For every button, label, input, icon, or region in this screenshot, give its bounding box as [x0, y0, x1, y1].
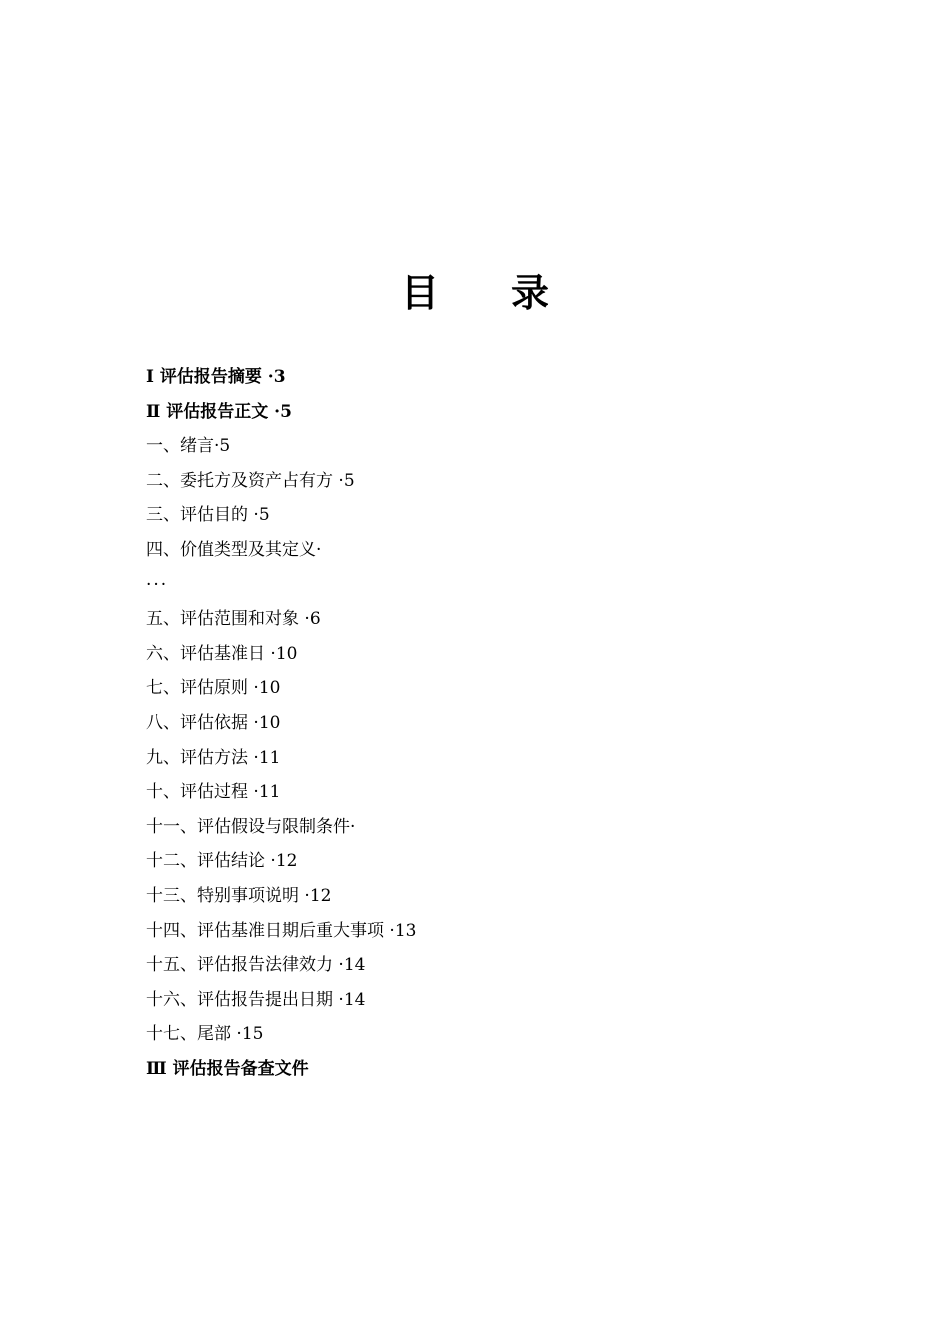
- toc-entry[interactable]: [146, 706, 806, 741]
- toc-entry-title: 一、绪言: [146, 436, 214, 457]
- toc-entry-title: 七、评估原则: [146, 678, 254, 699]
- toc-entry-title: 五、评估范围和对象: [146, 609, 305, 630]
- toc-leader-dots: ·: [338, 955, 344, 976]
- toc-entry-title: Ⅲ 评估报告备查文件: [146, 1058, 309, 1079]
- toc-entry-title: 十二、评估结论: [146, 851, 271, 872]
- toc-leader-dots: ·: [304, 609, 310, 630]
- toc-entry-title: 六、评估基准日: [146, 643, 271, 664]
- toc-leader-dots: ·: [253, 782, 259, 803]
- toc-entry-title: 九、评估方法: [146, 747, 254, 768]
- toc-entry[interactable]: [146, 741, 806, 776]
- toc-entry[interactable]: [146, 1017, 806, 1052]
- toc-leader-dots: ·: [253, 747, 259, 768]
- toc-entry-title: Ⅱ 评估报告正文: [146, 401, 275, 422]
- title-char-2: 录: [511, 270, 550, 315]
- toc-entry[interactable]: [146, 810, 806, 845]
- toc-entry-title: 十五、评估报告法律效力: [146, 955, 339, 976]
- page-title: [0, 262, 950, 317]
- toc-page-number: 11: [258, 747, 281, 768]
- toc-leader-dots: ·: [316, 539, 322, 560]
- toc-entry[interactable]: [146, 879, 806, 914]
- table-of-contents: [146, 360, 806, 1086]
- toc-leader-dots: ·: [270, 643, 276, 664]
- toc-entry-title: 二、委托方及资产占有方: [146, 470, 339, 491]
- toc-entry[interactable]: [146, 498, 806, 533]
- toc-leader-dots: ·: [214, 436, 220, 457]
- toc-entry[interactable]: [146, 1052, 806, 1087]
- toc-leader-dots: ·: [267, 367, 274, 387]
- toc-leader-dots: ·: [270, 851, 276, 872]
- toc-entry[interactable]: [146, 775, 806, 810]
- toc-leader-dots: ·: [338, 989, 344, 1010]
- toc-page-number: 12: [275, 851, 298, 872]
- toc-page-number: 10: [275, 643, 298, 664]
- toc-entry-title: 十六、评估报告提出日期: [146, 989, 339, 1010]
- toc-page-number: 6: [309, 609, 321, 630]
- toc-entry[interactable]: [146, 602, 806, 637]
- toc-entry-title: 十、评估过程: [146, 782, 254, 803]
- toc-leader-dots: ·: [253, 678, 259, 699]
- toc-page-number: 10: [258, 712, 281, 733]
- toc-entry-title: 四、价值类型及其定义: [146, 539, 316, 560]
- toc-page-number: 3: [273, 367, 286, 387]
- toc-entry-title: 八、评估依据: [146, 712, 254, 733]
- toc-entry[interactable]: [146, 395, 806, 430]
- toc-page-number: 5: [258, 505, 270, 526]
- toc-page-number: 15: [241, 1024, 264, 1045]
- toc-entry[interactable]: [146, 637, 806, 672]
- toc-entry-title: Ⅰ 评估报告摘要: [146, 367, 268, 387]
- toc-entry[interactable]: [146, 360, 806, 395]
- toc-leader-dots: ·: [253, 505, 259, 526]
- toc-leader-dots: ·: [253, 712, 259, 733]
- toc-leader-dots: ·: [389, 920, 395, 941]
- title-char-1: 目: [400, 270, 439, 315]
- toc-entry[interactable]: [146, 914, 806, 949]
- toc-entry[interactable]: [146, 671, 806, 706]
- toc-entry-title: 十四、评估基准日期后重大事项: [146, 920, 390, 941]
- toc-page-number: 5: [343, 470, 355, 491]
- toc-entry[interactable]: [146, 533, 806, 568]
- toc-page-number: 5: [219, 436, 231, 457]
- toc-leader-dots: ·: [338, 470, 344, 491]
- toc-entry-title: 三、评估目的: [146, 505, 254, 526]
- toc-leader-dots: ·: [236, 1024, 242, 1045]
- toc-page-number: 14: [343, 989, 366, 1010]
- toc-page-number: 14: [343, 955, 366, 976]
- toc-page-number: 10: [258, 678, 281, 699]
- toc-entry[interactable]: [146, 429, 806, 464]
- toc-entry-title: 十七、尾部: [146, 1024, 237, 1045]
- toc-entry-title: 十三、特别事项说明: [146, 885, 305, 906]
- toc-page-number: 13: [394, 920, 417, 941]
- toc-page-number: 11: [258, 782, 281, 803]
- toc-entry[interactable]: [146, 948, 806, 983]
- toc-entry[interactable]: [146, 844, 806, 879]
- toc-leader-continuation: ···: [146, 574, 169, 595]
- toc-entry[interactable]: [146, 464, 806, 499]
- toc-leader-dots: ·: [350, 816, 356, 837]
- toc-leader-dots: ·: [304, 885, 310, 906]
- toc-entry-title: 十一、评估假设与限制条件: [146, 816, 350, 837]
- toc-page-number: 5: [280, 401, 292, 422]
- toc-leader-dots: ·: [274, 401, 281, 422]
- toc-page-number: 12: [309, 885, 332, 906]
- toc-entry[interactable]: [146, 983, 806, 1018]
